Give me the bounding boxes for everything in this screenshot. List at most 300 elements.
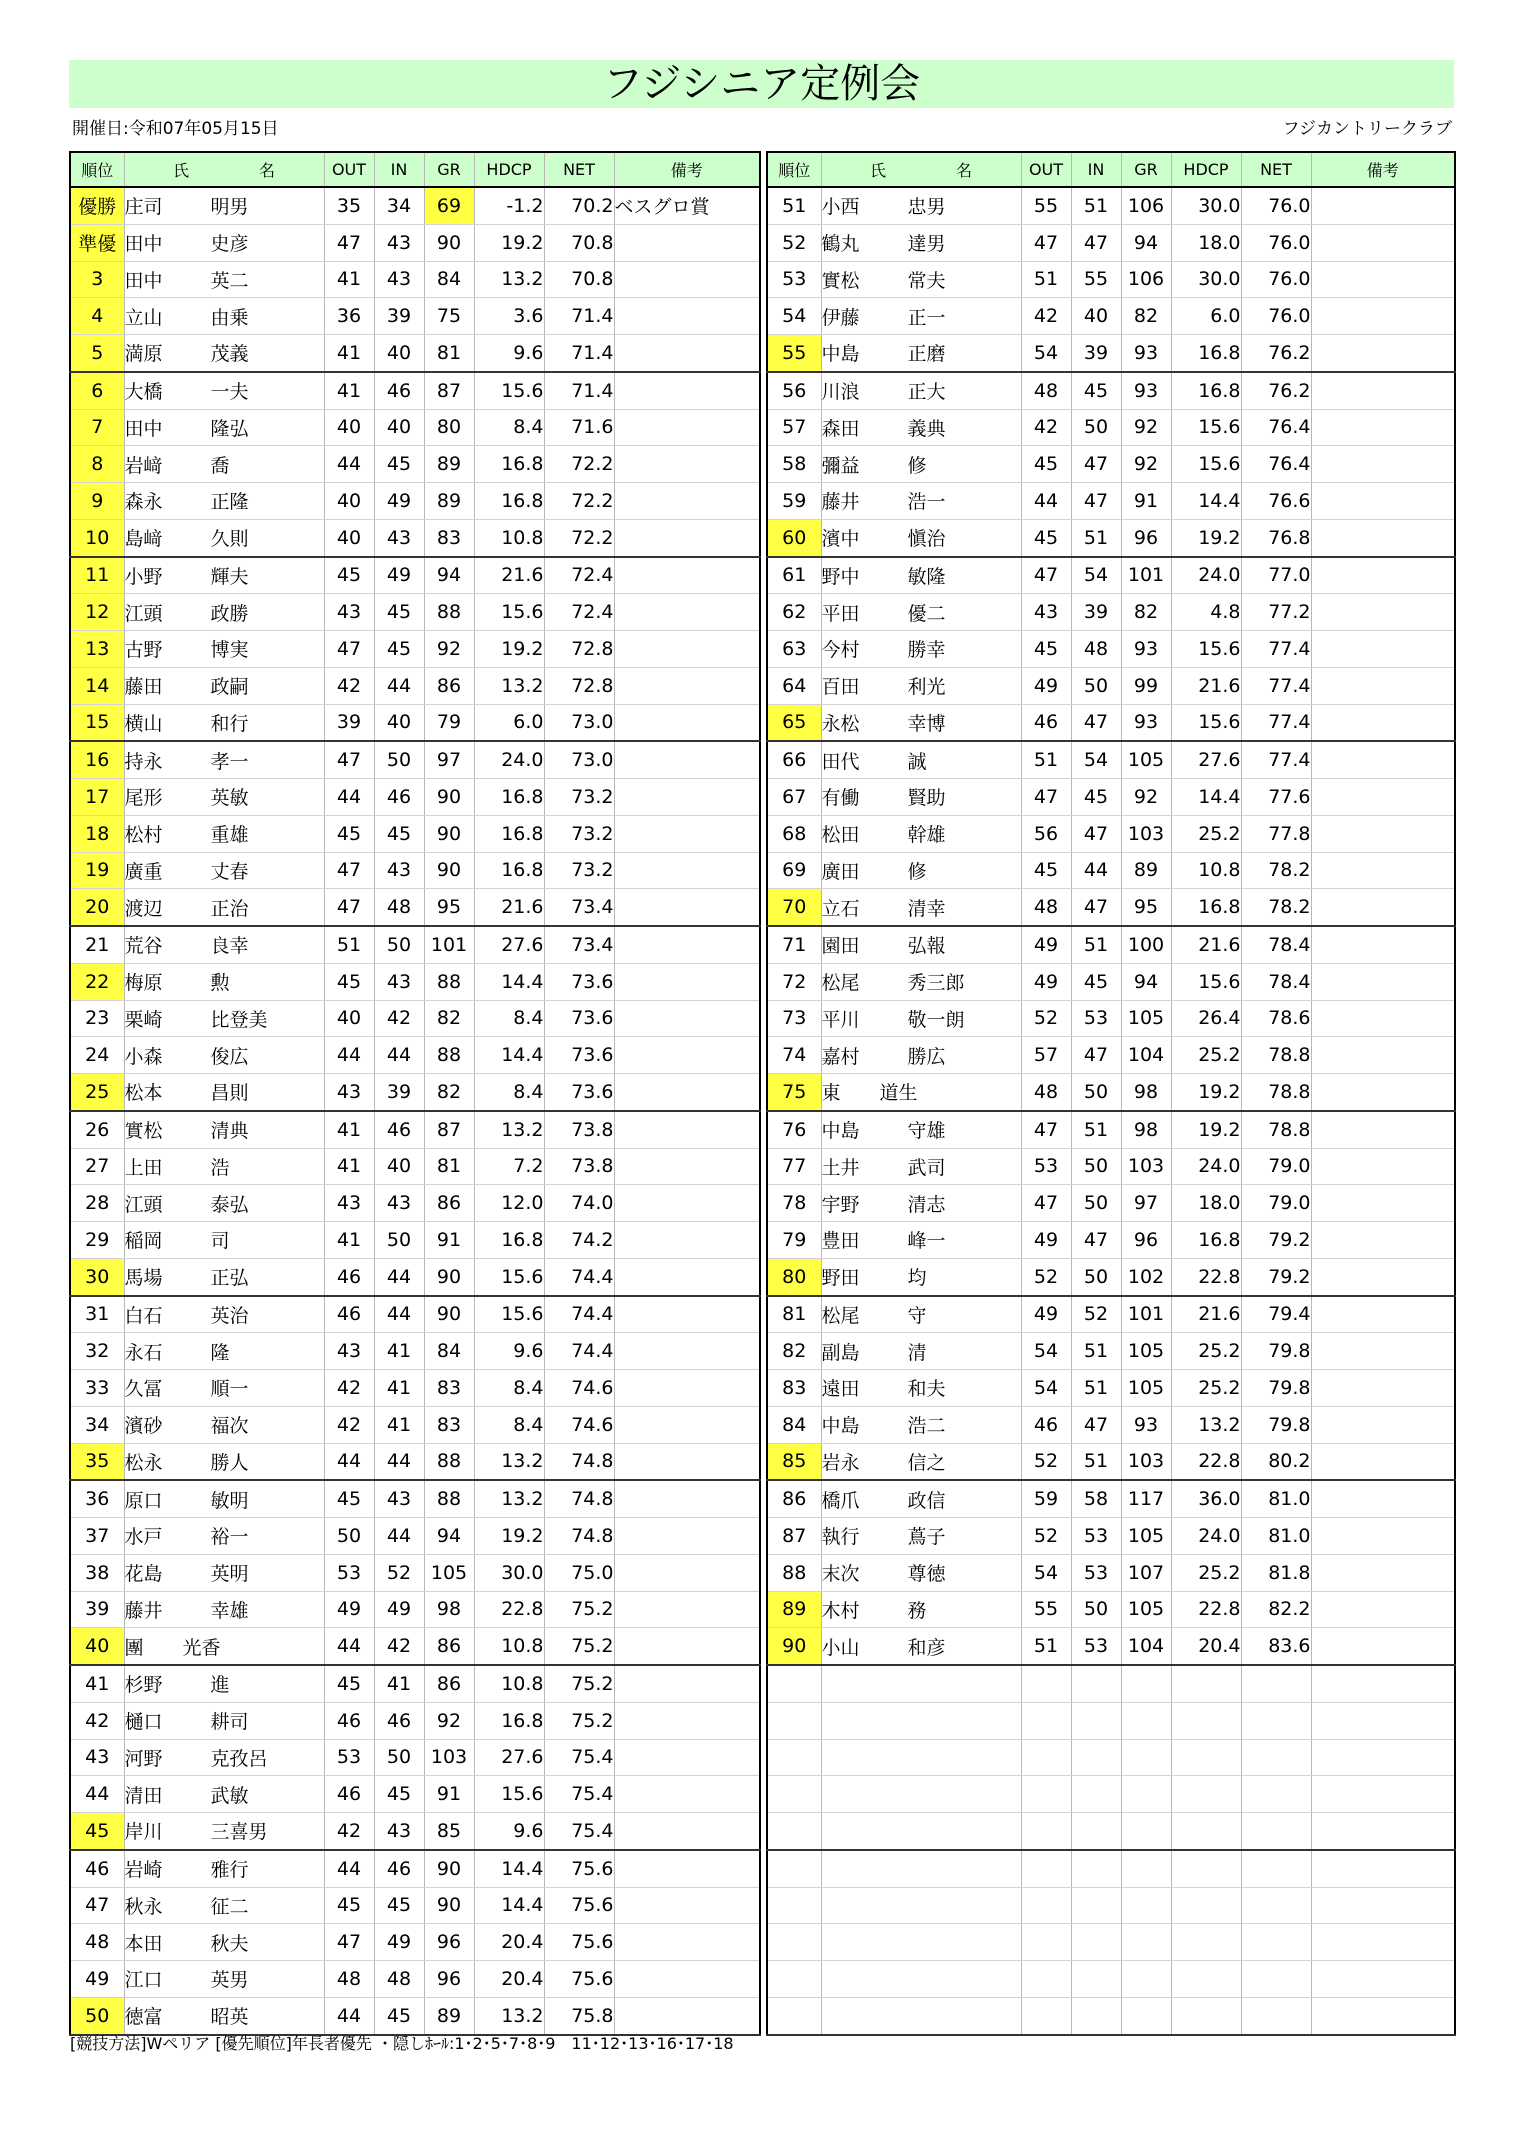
- given-name: 和行: [210, 712, 249, 735]
- header-rank: 順位: [767, 152, 821, 187]
- out-score: 48: [1021, 372, 1071, 409]
- surname: 中島: [821, 343, 860, 366]
- gross-score: 93: [1121, 631, 1171, 668]
- rank-cell: 24: [70, 1037, 124, 1074]
- net-score: 75.2: [544, 1628, 614, 1665]
- net-score: 79.0: [1241, 1148, 1311, 1185]
- rank-cell: 39: [70, 1591, 124, 1628]
- note-cell: [1311, 852, 1455, 889]
- name-cell: [124, 779, 324, 816]
- net-score: 74.8: [544, 1518, 614, 1555]
- in-score: 51: [1071, 1443, 1121, 1480]
- note-cell: [614, 409, 760, 446]
- out-score: 49: [1021, 1296, 1071, 1333]
- gross-score: 97: [424, 741, 474, 778]
- handicap: 16.8: [474, 779, 544, 816]
- name-cell: [821, 1074, 1021, 1111]
- given-name: 政嗣: [210, 676, 249, 699]
- gross-score: [1121, 1739, 1171, 1776]
- out-score: 47: [324, 224, 374, 261]
- header-name-a: 氏: [869, 161, 886, 180]
- net-score: 78.2: [1241, 852, 1311, 889]
- gross-score: 90: [424, 815, 474, 852]
- rank-cell: 11: [70, 557, 124, 594]
- name-cell: [124, 1554, 324, 1591]
- in-score: 46: [374, 372, 424, 409]
- handicap: 15.6: [1171, 409, 1241, 446]
- out-score: 45: [324, 1665, 374, 1702]
- in-score: 47: [1071, 483, 1121, 520]
- net-score: 77.2: [1241, 594, 1311, 631]
- handicap: 21.6: [1171, 1296, 1241, 1333]
- net-score: 76.0: [1241, 224, 1311, 261]
- gross-score: 82: [424, 1074, 474, 1111]
- rank-cell: 18: [70, 815, 124, 852]
- note-cell: [1311, 889, 1455, 926]
- rank-cell: 4: [70, 298, 124, 335]
- table-row: [70, 1000, 760, 1037]
- name-cell: [821, 298, 1021, 335]
- in-score: 53: [1071, 1554, 1121, 1591]
- table-row: [70, 1370, 760, 1407]
- handicap: 30.0: [474, 1554, 544, 1591]
- name-cell: [124, 409, 324, 446]
- name-cell: [821, 261, 1021, 298]
- given-name: 清幸: [907, 897, 946, 920]
- table-row: [70, 1591, 760, 1628]
- name-cell: [124, 1148, 324, 1185]
- rank-cell: 29: [70, 1222, 124, 1259]
- in-score: 50: [1071, 1591, 1121, 1628]
- surname: 田代: [821, 750, 860, 773]
- gross-score: 90: [424, 224, 474, 261]
- rank-cell: 16: [70, 741, 124, 778]
- rank-cell: 9: [70, 483, 124, 520]
- note-cell: [1311, 557, 1455, 594]
- handicap: 26.4: [1171, 1000, 1241, 1037]
- net-score: 71.4: [544, 298, 614, 335]
- in-score: 48: [374, 1961, 424, 1998]
- handicap: [1171, 1924, 1241, 1961]
- given-name: 明男: [210, 196, 249, 219]
- rank-cell: 27: [70, 1148, 124, 1185]
- net-score: 75.6: [544, 1887, 614, 1924]
- gross-score: 80: [424, 409, 474, 446]
- gross-score: 84: [424, 261, 474, 298]
- name-cell: [124, 1000, 324, 1037]
- note-cell: [1311, 1148, 1455, 1185]
- given-name: 清典: [210, 1120, 249, 1143]
- net-score: 74.4: [544, 1258, 614, 1295]
- name-cell: [821, 1628, 1021, 1665]
- in-score: 53: [1071, 1518, 1121, 1555]
- table-row: [767, 1628, 1455, 1665]
- table-row: [70, 446, 760, 483]
- net-score: [1241, 1813, 1311, 1850]
- given-name: 久則: [210, 528, 249, 551]
- out-score: 51: [1021, 1628, 1071, 1665]
- table-row: [767, 1185, 1455, 1222]
- table-row: [70, 1222, 760, 1259]
- note-cell: [1311, 1222, 1455, 1259]
- net-score: 75.6: [544, 1961, 614, 1998]
- gross-score: [1121, 1776, 1171, 1813]
- rank-cell: 42: [70, 1702, 124, 1739]
- in-score: 41: [374, 1665, 424, 1702]
- in-score: 45: [374, 815, 424, 852]
- given-name: 峰一: [907, 1230, 946, 1253]
- header-in: IN: [1071, 152, 1121, 187]
- header-row: [767, 152, 1455, 187]
- given-name: 史彦: [210, 233, 249, 256]
- name-cell: [821, 1148, 1021, 1185]
- in-score: 50: [1071, 409, 1121, 446]
- rank-cell: 89: [767, 1591, 821, 1628]
- out-score: 52: [1021, 1258, 1071, 1295]
- surname: 小森: [124, 1045, 163, 1068]
- rank-cell: 67: [767, 779, 821, 816]
- note-cell: [614, 335, 760, 372]
- name-cell: [821, 1037, 1021, 1074]
- handicap: 14.4: [474, 1850, 544, 1887]
- out-score: [1021, 1739, 1071, 1776]
- gross-score: [1121, 1813, 1171, 1850]
- name-cell: [821, 1370, 1021, 1407]
- in-score: 39: [1071, 335, 1121, 372]
- net-score: 71.4: [544, 372, 614, 409]
- table-row: [70, 741, 760, 778]
- out-score: 47: [324, 852, 374, 889]
- name-cell: [821, 187, 1021, 224]
- given-name: 守: [907, 1304, 927, 1327]
- table-row: [767, 594, 1455, 631]
- out-score: 51: [324, 926, 374, 963]
- given-name: 秀三郎: [907, 972, 965, 995]
- in-score: [1071, 1776, 1121, 1813]
- name-cell: [124, 1443, 324, 1480]
- name-cell: [124, 519, 324, 556]
- handicap: 14.4: [1171, 779, 1241, 816]
- given-name: 俊広: [210, 1045, 249, 1068]
- surname: 江頭: [124, 1193, 163, 1216]
- handicap: 24.0: [1171, 1148, 1241, 1185]
- gross-score: 82: [1121, 594, 1171, 631]
- note-cell: [1311, 667, 1455, 704]
- net-score: 73.2: [544, 815, 614, 852]
- table-row: [767, 631, 1455, 668]
- in-score: 54: [1071, 741, 1121, 778]
- in-score: [1071, 1665, 1121, 1702]
- surname: 東: [821, 1082, 841, 1105]
- given-name: 正弘: [210, 1267, 249, 1290]
- rank-cell: [767, 1702, 821, 1739]
- in-score: 41: [374, 1333, 424, 1370]
- handicap: [1171, 1961, 1241, 1998]
- surname: 小野: [124, 565, 163, 588]
- rank-cell: 6: [70, 372, 124, 409]
- table-row: [767, 1370, 1455, 1407]
- note-cell: [614, 1665, 760, 1702]
- surname: 原口: [124, 1489, 163, 1512]
- gross-score: 83: [424, 519, 474, 556]
- out-score: 45: [1021, 631, 1071, 668]
- rank-cell: 25: [70, 1074, 124, 1111]
- club-name: フジカントリークラブ: [1282, 119, 1452, 139]
- table-row: [767, 409, 1455, 446]
- surname: 藤井: [124, 1599, 163, 1622]
- net-score: 74.0: [544, 1185, 614, 1222]
- in-score: 53: [1071, 1000, 1121, 1037]
- gross-score: 93: [1121, 335, 1171, 372]
- note-cell: [614, 1850, 760, 1887]
- given-name: 清志: [907, 1193, 946, 1216]
- in-score: 47: [1071, 815, 1121, 852]
- table-row: [767, 483, 1455, 520]
- note-cell: [614, 261, 760, 298]
- net-score: 73.6: [544, 963, 614, 1000]
- table-row: [767, 1406, 1455, 1443]
- name-cell: [124, 1258, 324, 1295]
- name-cell: [821, 483, 1021, 520]
- gross-score: 117: [1121, 1480, 1171, 1517]
- out-score: 35: [324, 187, 374, 224]
- name-cell: [124, 1037, 324, 1074]
- surname: 栗崎: [124, 1008, 163, 1031]
- handicap: 8.4: [474, 1406, 544, 1443]
- out-score: [1021, 1997, 1071, 2034]
- note-cell: [614, 1739, 760, 1776]
- page-title: フジシニア定例会: [69, 60, 1454, 108]
- note-cell: [614, 446, 760, 483]
- gross-score: 81: [424, 335, 474, 372]
- note-cell: [614, 519, 760, 556]
- out-score: 47: [1021, 557, 1071, 594]
- gross-score: 103: [1121, 1443, 1171, 1480]
- note-cell: [1311, 372, 1455, 409]
- rank-cell: 31: [70, 1296, 124, 1333]
- rank-cell: 32: [70, 1333, 124, 1370]
- surname: 渡辺: [124, 897, 163, 920]
- in-score: [1071, 1997, 1121, 2034]
- name-cell: [124, 852, 324, 889]
- note-cell: [614, 1997, 760, 2034]
- table-row: [767, 1554, 1455, 1591]
- table-row: [767, 852, 1455, 889]
- out-score: 47: [324, 741, 374, 778]
- note-cell: [1311, 1074, 1455, 1111]
- rank-cell: 84: [767, 1406, 821, 1443]
- rank-cell: 20: [70, 889, 124, 926]
- net-score: 81.0: [1241, 1480, 1311, 1517]
- handicap: 10.8: [474, 519, 544, 556]
- table-row: [70, 409, 760, 446]
- name-cell: [124, 1813, 324, 1850]
- note-cell: [1311, 1443, 1455, 1480]
- given-name: 常夫: [907, 269, 946, 292]
- given-name: 秋夫: [210, 1932, 249, 1955]
- rank-cell: 準優: [70, 224, 124, 261]
- name-cell: [124, 224, 324, 261]
- name-cell: [124, 815, 324, 852]
- note-cell: [614, 1887, 760, 1924]
- out-score: 52: [1021, 1443, 1071, 1480]
- out-score: 42: [1021, 409, 1071, 446]
- net-score: 73.4: [544, 889, 614, 926]
- note-cell: [614, 1813, 760, 1850]
- gross-score: 92: [424, 1702, 474, 1739]
- note-cell: [614, 667, 760, 704]
- rank-cell: 44: [70, 1776, 124, 1813]
- rank-cell: 37: [70, 1518, 124, 1555]
- note-cell: [1311, 1185, 1455, 1222]
- out-score: 59: [1021, 1480, 1071, 1517]
- given-name: 尊徳: [907, 1563, 946, 1586]
- surname: 田中: [124, 269, 163, 292]
- rank-cell: 66: [767, 741, 821, 778]
- rank-cell: 49: [70, 1961, 124, 1998]
- surname: 松尾: [821, 1304, 860, 1327]
- net-score: [1241, 1776, 1311, 1813]
- rank-cell: 10: [70, 519, 124, 556]
- out-score: 41: [324, 1222, 374, 1259]
- rank-cell: 79: [767, 1222, 821, 1259]
- in-score: 47: [1071, 224, 1121, 261]
- net-score: 72.8: [544, 667, 614, 704]
- note-cell: [1311, 1665, 1455, 1702]
- out-score: 48: [1021, 1074, 1071, 1111]
- out-score: 44: [324, 1443, 374, 1480]
- net-score: 81.8: [1241, 1554, 1311, 1591]
- given-name: 重雄: [210, 824, 249, 847]
- note-cell: [1311, 224, 1455, 261]
- out-score: 46: [324, 1776, 374, 1813]
- out-score: 53: [1021, 1148, 1071, 1185]
- gross-score: 82: [424, 1000, 474, 1037]
- rank-cell: 33: [70, 1370, 124, 1407]
- note-cell: [1311, 1518, 1455, 1555]
- net-score: 70.8: [544, 224, 614, 261]
- in-score: 50: [1071, 1185, 1121, 1222]
- out-score: 45: [324, 963, 374, 1000]
- out-score: 56: [1021, 815, 1071, 852]
- note-cell: [1311, 1924, 1455, 1961]
- name-cell: [124, 1961, 324, 1998]
- note-cell: [1311, 1037, 1455, 1074]
- handicap: 19.2: [474, 224, 544, 261]
- out-score: 54: [1021, 1554, 1071, 1591]
- handicap: 21.6: [474, 557, 544, 594]
- gross-score: 101: [1121, 557, 1171, 594]
- rank-cell: 85: [767, 1443, 821, 1480]
- out-score: 41: [324, 1148, 374, 1185]
- out-score: 42: [324, 667, 374, 704]
- out-score: 36: [324, 298, 374, 335]
- in-score: 40: [374, 1148, 424, 1185]
- surname: 森永: [124, 491, 163, 514]
- surname: 田中: [124, 417, 163, 440]
- rank-cell: 78: [767, 1185, 821, 1222]
- rank-cell: 19: [70, 852, 124, 889]
- table-row: [70, 1887, 760, 1924]
- surname: 清田: [124, 1784, 163, 1807]
- table-row: [70, 1518, 760, 1555]
- name-cell: [124, 1111, 324, 1148]
- gross-score: 90: [424, 1850, 474, 1887]
- name-cell: [821, 1997, 1021, 2034]
- table-row: [70, 1037, 760, 1074]
- out-score: 40: [324, 409, 374, 446]
- handicap: 8.4: [474, 1000, 544, 1037]
- note-cell: [614, 1406, 760, 1443]
- given-name: 喬: [210, 454, 230, 477]
- net-score: 72.4: [544, 557, 614, 594]
- note-cell: [614, 1518, 760, 1555]
- name-cell: [821, 779, 1021, 816]
- note-cell: [1311, 1000, 1455, 1037]
- name-cell: [821, 1333, 1021, 1370]
- note-cell: [1311, 1850, 1455, 1887]
- in-score: 44: [374, 667, 424, 704]
- in-score: 40: [374, 335, 424, 372]
- name-cell: [821, 1887, 1021, 1924]
- handicap: 15.6: [1171, 963, 1241, 1000]
- gross-score: 88: [424, 1443, 474, 1480]
- gross-score: 105: [1121, 1591, 1171, 1628]
- rank-cell: 83: [767, 1370, 821, 1407]
- out-score: 51: [1021, 261, 1071, 298]
- name-cell: [124, 1665, 324, 1702]
- note-cell: [1311, 594, 1455, 631]
- gross-score: 107: [1121, 1554, 1171, 1591]
- name-cell: [821, 1702, 1021, 1739]
- note-cell: [614, 1000, 760, 1037]
- handicap: [1171, 1887, 1241, 1924]
- in-score: 44: [374, 1258, 424, 1295]
- in-score: 42: [374, 1000, 424, 1037]
- table-row: [767, 1702, 1455, 1739]
- net-score: 77.4: [1241, 667, 1311, 704]
- rank-cell: 69: [767, 852, 821, 889]
- in-score: 44: [374, 1518, 424, 1555]
- handicap: 36.0: [1171, 1480, 1241, 1517]
- gross-score: 69: [424, 187, 474, 224]
- note-cell: [614, 1370, 760, 1407]
- gross-score: 104: [1121, 1037, 1171, 1074]
- table-row: [70, 1850, 760, 1887]
- net-score: 73.2: [544, 779, 614, 816]
- note-cell: [614, 1961, 760, 1998]
- rank-cell: 77: [767, 1148, 821, 1185]
- handicap: [1171, 1813, 1241, 1850]
- in-score: 54: [1071, 557, 1121, 594]
- net-score: 72.2: [544, 446, 614, 483]
- gross-score: 104: [1121, 1628, 1171, 1665]
- net-score: 70.2: [544, 187, 614, 224]
- handicap: 7.2: [474, 1148, 544, 1185]
- in-score: 48: [374, 889, 424, 926]
- rank-cell: 75: [767, 1074, 821, 1111]
- handicap: 14.4: [474, 1037, 544, 1074]
- gross-score: 91: [1121, 483, 1171, 520]
- footer-note: [競技方法]Wペリア [優先順位]年長者優先 ・隠しﾎｰﾙ:1･2･5･7･8･9 11･12･13･16･17･18: [70, 2034, 734, 2053]
- rank-cell: 7: [70, 409, 124, 446]
- rank-cell: 55: [767, 335, 821, 372]
- in-score: 47: [1071, 1222, 1121, 1259]
- handicap: 16.8: [474, 815, 544, 852]
- gross-score: 105: [1121, 1000, 1171, 1037]
- table-row: [70, 519, 760, 556]
- note-cell: [614, 1148, 760, 1185]
